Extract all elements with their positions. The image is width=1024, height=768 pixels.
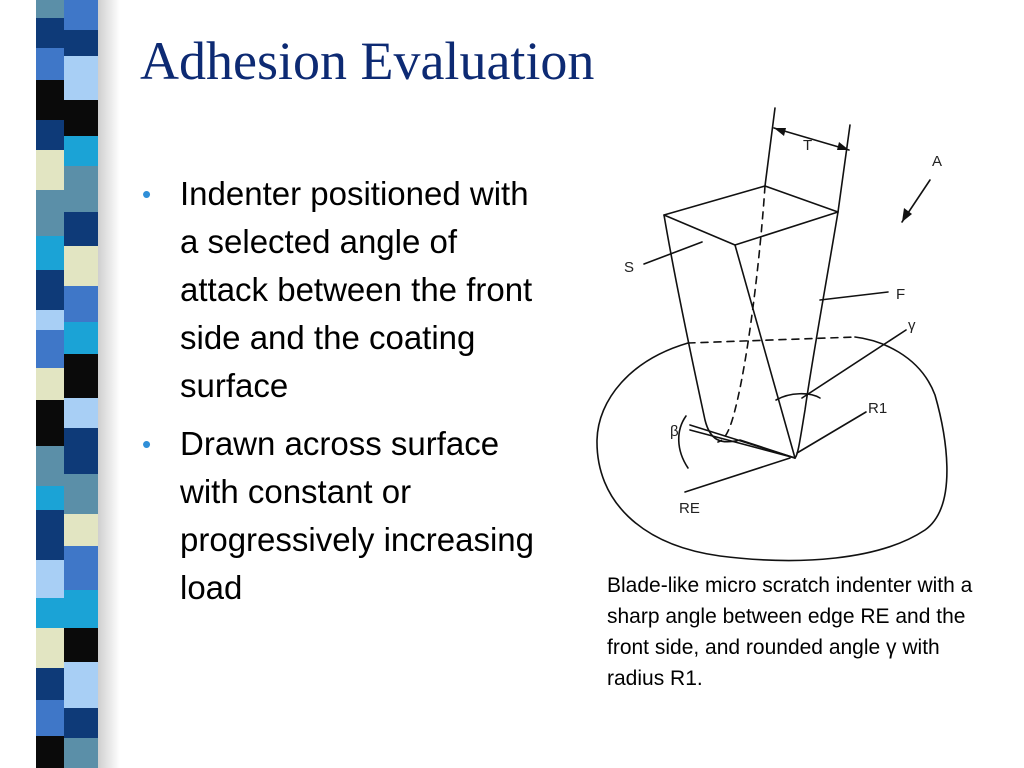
stripe-block xyxy=(64,474,98,514)
indenter-left-edge xyxy=(664,215,795,458)
stripe-block xyxy=(64,398,98,428)
stripe-block xyxy=(64,514,98,546)
indenter-hidden-edge xyxy=(718,186,765,442)
indenter-front-edge xyxy=(735,245,795,458)
indenter-right-edge xyxy=(795,212,838,458)
leader-f xyxy=(820,292,888,300)
label-re: RE xyxy=(679,500,700,517)
decorative-stripe xyxy=(0,0,130,768)
label-r1: R1 xyxy=(868,400,888,417)
bullet-item xyxy=(140,170,540,410)
surface-hidden-line xyxy=(688,337,855,343)
stripe-block xyxy=(64,708,98,738)
stripe-block xyxy=(64,56,98,100)
indenter-top-face xyxy=(664,186,838,245)
surface-outline xyxy=(597,337,947,560)
stripe-block xyxy=(64,738,98,768)
stripe-shadow xyxy=(98,0,120,768)
angle-beta-arc xyxy=(679,416,688,468)
dimension-t-left xyxy=(765,108,775,186)
slide-title: Adhesion Evaluation xyxy=(140,31,595,91)
label-gamma: γ xyxy=(908,317,916,334)
stripe-block xyxy=(64,428,98,474)
dimension-t-right xyxy=(838,125,850,212)
label-s: S xyxy=(624,259,635,276)
stripe-block xyxy=(64,246,98,286)
t-arrowhead-left xyxy=(774,128,786,136)
bullet-item xyxy=(140,420,540,612)
stripe-block xyxy=(64,662,98,708)
stripe-block xyxy=(64,166,98,212)
bullet-list xyxy=(140,170,540,622)
beta-line-2 xyxy=(690,430,795,458)
bullet-text: Indenter positioned with a selected angle of attack between the front side and the coating surface xyxy=(180,175,533,404)
angle-gamma-arc xyxy=(776,394,820,400)
stripe-block xyxy=(64,354,98,398)
stripe-block xyxy=(64,30,98,56)
indenter-diagram xyxy=(590,100,1000,570)
label-t: T xyxy=(803,137,813,154)
stripe-block xyxy=(64,212,98,246)
stripe-block xyxy=(64,0,98,30)
leader-re xyxy=(685,458,790,492)
label-f: F xyxy=(896,286,906,303)
stripe-block xyxy=(64,286,98,322)
stripe-block xyxy=(64,590,98,628)
label-beta: β xyxy=(670,423,679,440)
label-a: A xyxy=(932,153,943,170)
stripe-block xyxy=(64,136,98,166)
stripe-block xyxy=(64,322,98,354)
leader-gamma xyxy=(802,330,906,398)
figure-caption: Blade-like micro scratch indenter with a sharp angle between edge RE and the front side, and rounded angle γ with radius R1. xyxy=(607,574,973,690)
leader-r1 xyxy=(797,412,866,453)
stripe-block xyxy=(64,628,98,662)
bullet-icon: • xyxy=(142,429,152,459)
bullet-text: Drawn across surface with constant or progressively increasing load xyxy=(180,425,534,606)
bullet-icon: • xyxy=(142,179,152,209)
stripe-block xyxy=(64,100,98,136)
stripe-block xyxy=(64,546,98,590)
